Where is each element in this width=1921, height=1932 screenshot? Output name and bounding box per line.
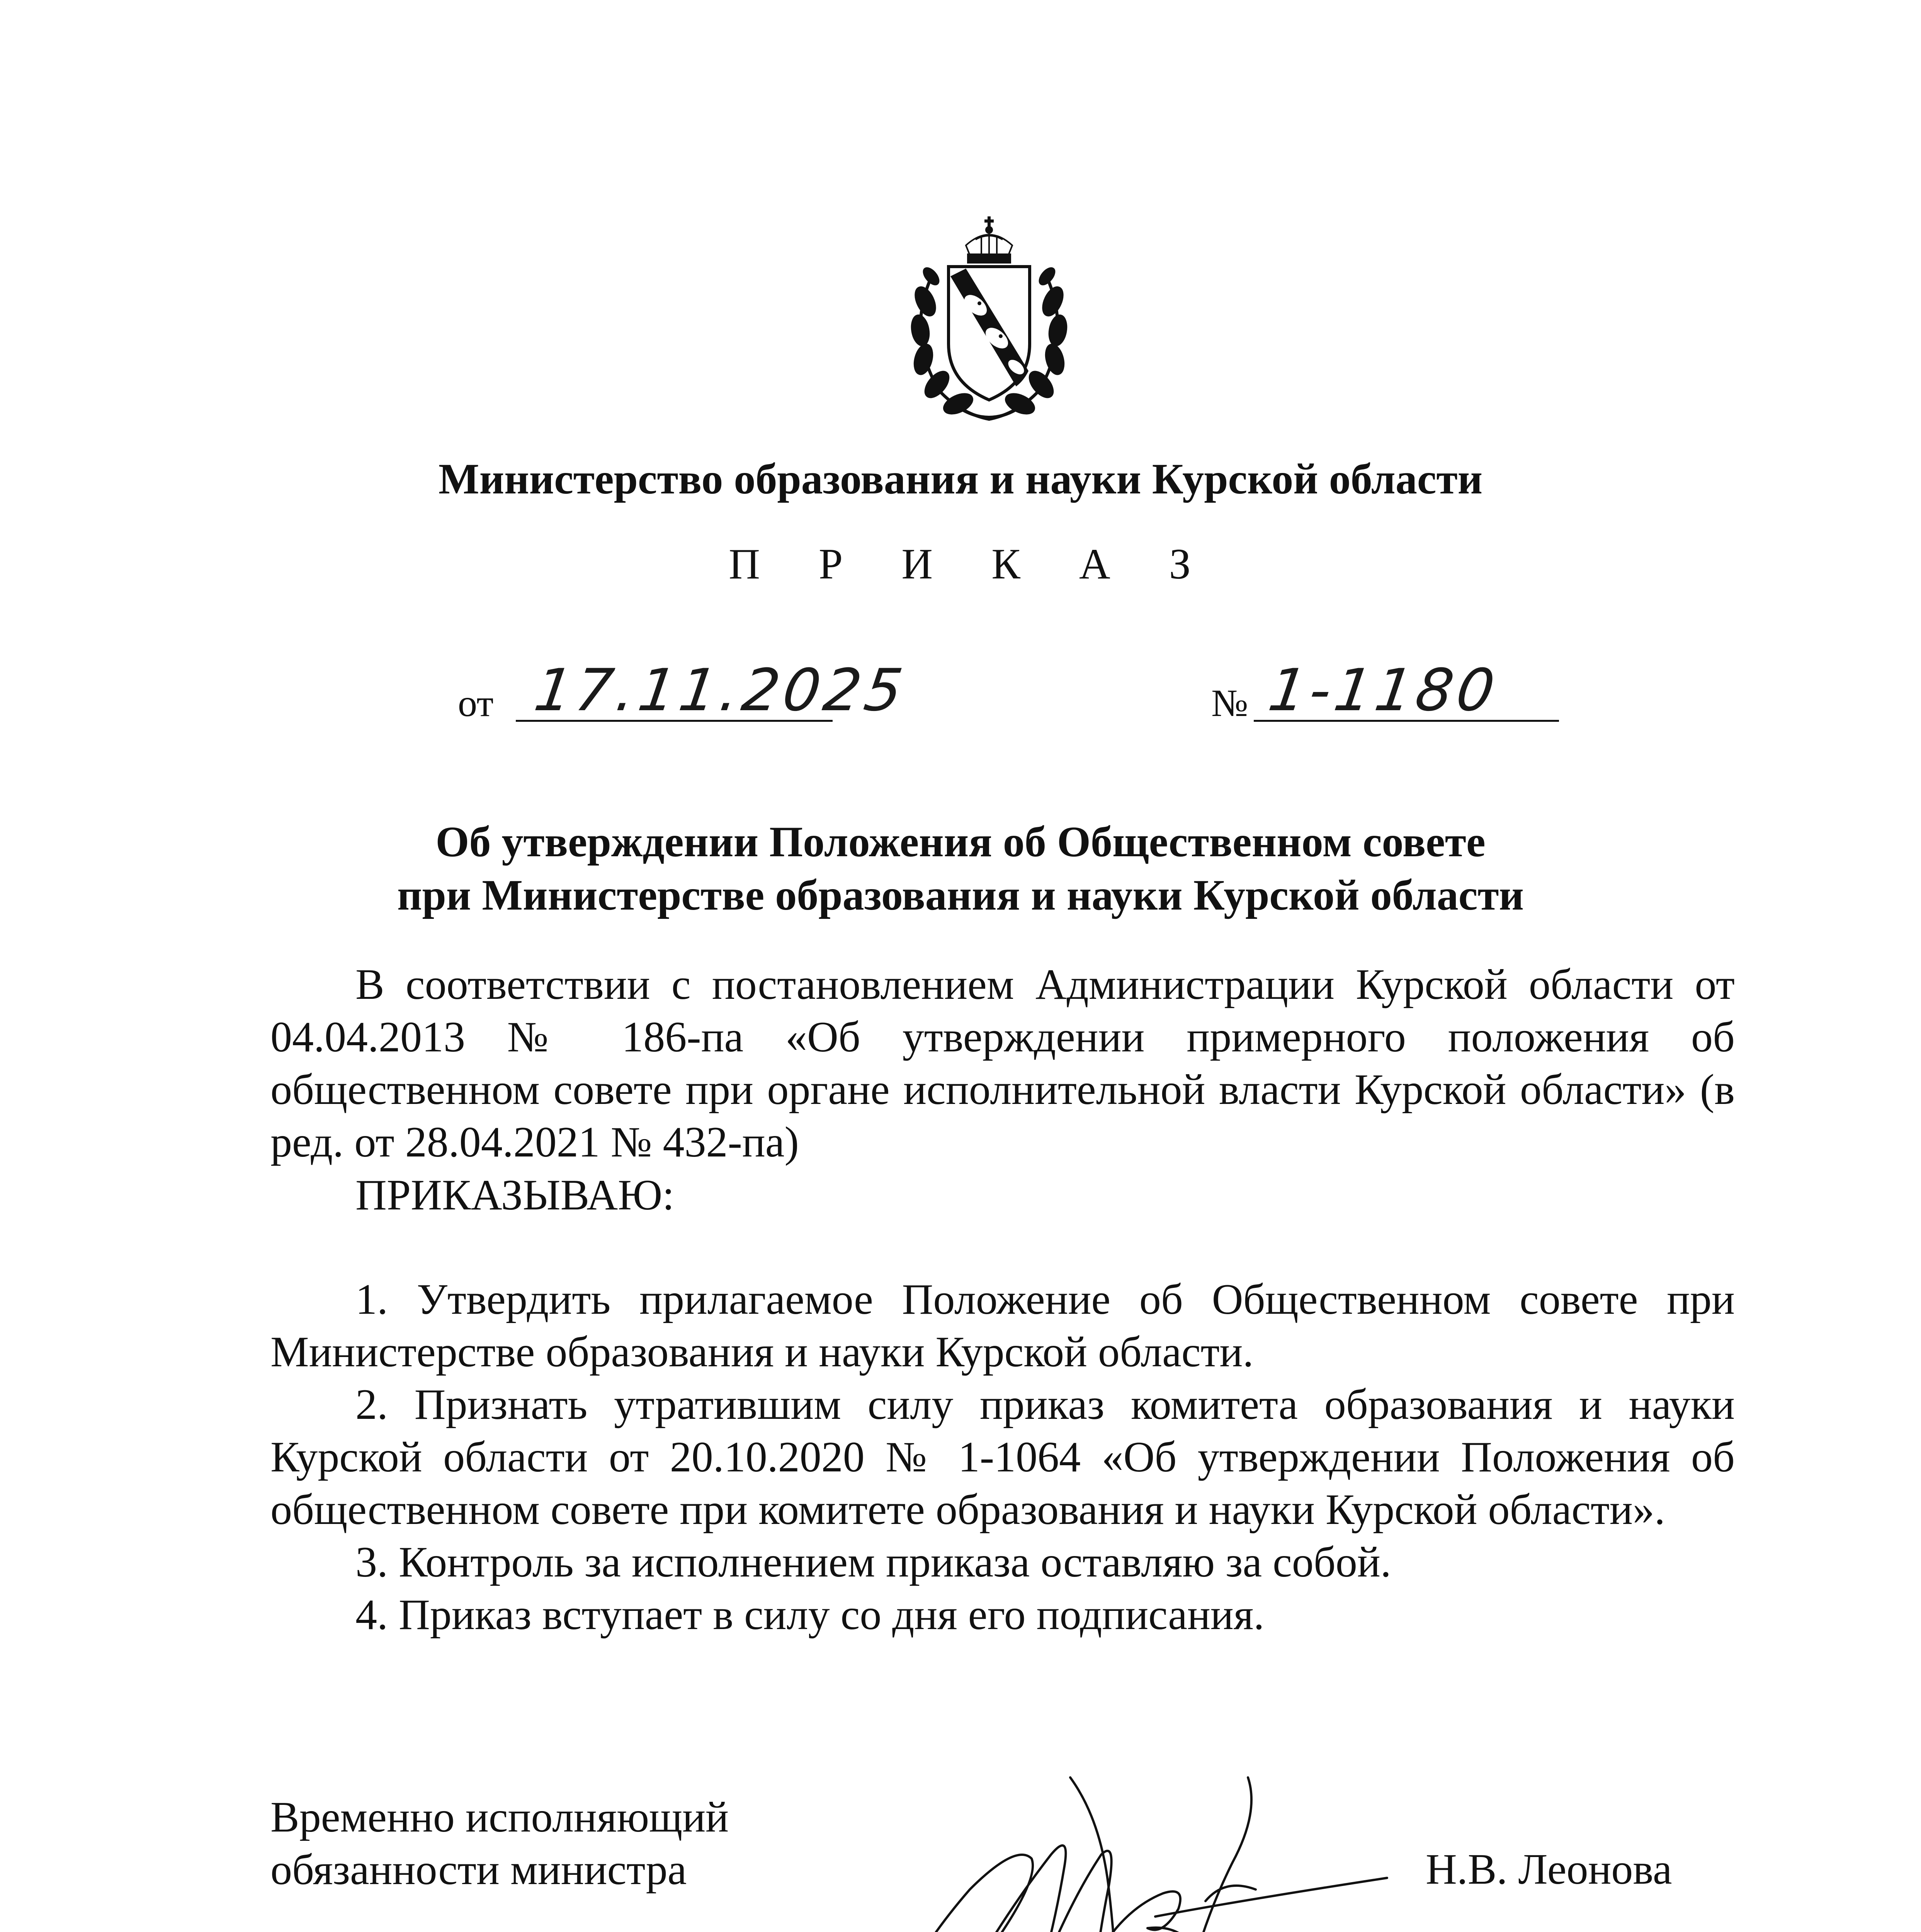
handwritten-signature [869, 1762, 1391, 1932]
signatory-name: Н.В. Леонова [1426, 1845, 1672, 1893]
order-number-field [1211, 657, 1559, 730]
position-line-1: Временно исполняющий [270, 1793, 729, 1841]
document-title [0, 815, 1921, 922]
signatory-position [270, 1791, 729, 1896]
document-type: П Р И К А З [729, 540, 1215, 588]
date-prefix: от [458, 682, 494, 724]
order-items [270, 1273, 1735, 1641]
title-line-2: при Министерстве образования и науки Курской области [397, 871, 1524, 919]
ministry-name: Министерство образования и науки Курской области [438, 455, 1483, 503]
title-line-1: Об утверждении Положения об Общественном совете [435, 818, 1486, 866]
number-prefix: № [1211, 682, 1248, 724]
order-date-field [458, 657, 911, 730]
preamble [270, 958, 1735, 1168]
order-item-3: 3. Контроль за исполнением приказа оставляю за собой. [355, 1538, 1391, 1586]
command-word: ПРИКАЗЫВАЮ: [355, 1171, 675, 1219]
order-item-1: 1. Утвердить прилагаемое Положение об Общественном совете при Министерстве образования и науки Курской области. [270, 1276, 1735, 1376]
position-line-2: обязанности министра [270, 1846, 687, 1894]
date-value: 17.11.2025 [530, 657, 911, 724]
coat-of-arms-icon [892, 209, 1086, 425]
order-item-4: 4. Приказ вступает в силу со дня его подписания. [355, 1591, 1265, 1639]
number-value: 1-1180 [1264, 657, 1503, 724]
order-item-2: 2. Признать утратившим силу приказ комитета образования и науки Курской области от 20.10.2020 № 1-1064 «Об утверждении Положения об общественном совете при комитете образования и науки Курской области». [270, 1381, 1735, 1534]
preamble-text: В соответствии с постановлением Администрации Курской области от 04.04.2013 № 186-па «Об утверждении примерного положения об общественном совете при органе исполнительной власти Курской области» (в ред. от 28.04.2021 № 432-па) [270, 961, 1735, 1166]
